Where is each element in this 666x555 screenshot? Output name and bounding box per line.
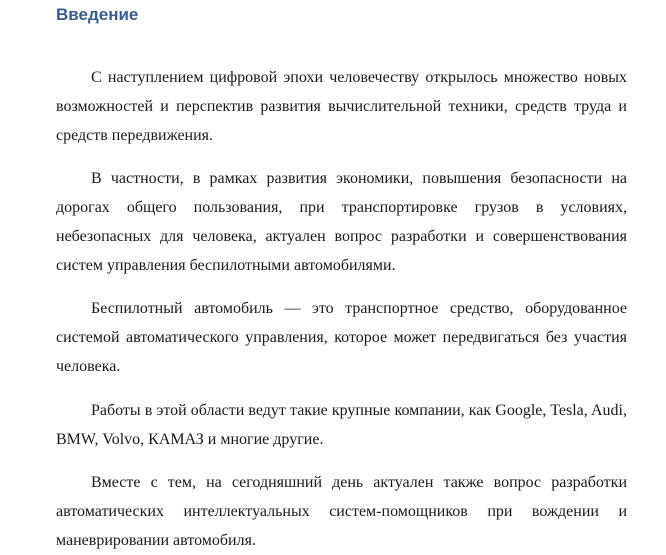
paragraph-companies: Работы в этой области ведут такие крупные компании, как Google, Tesla, Audi, BMW, Volvo, КАМАЗ и многие другие.: [56, 402, 627, 448]
paragraph-intro: С наступлением цифровой эпохи человечеству открылось множество новых возможностей и перспектив развития вычислительной техники, средств труда и средств передвижения.: [56, 69, 627, 144]
paragraph-assistants: Вместе с тем, на сегодняшний день актуален также вопрос разработки автоматических интеллектуальных систем-помощников при вождении и маневрировании автомобиля.: [56, 474, 627, 549]
paragraph-definition: Беспилотный автомобиль — это транспортное средство, оборудованное системой автоматического управления, которое может передвигаться без участия человека.: [56, 300, 627, 375]
paragraph-relevance: В частности, в рамках развития экономики, повышения безопасности на дорогах общего пользования, при транспортировке грузов в условиях, небезопасных для человека, актуален вопрос разработки и совершенствования систем управления беспилотными автомобилями.: [56, 170, 627, 274]
section-heading: Введение: [56, 5, 139, 24]
